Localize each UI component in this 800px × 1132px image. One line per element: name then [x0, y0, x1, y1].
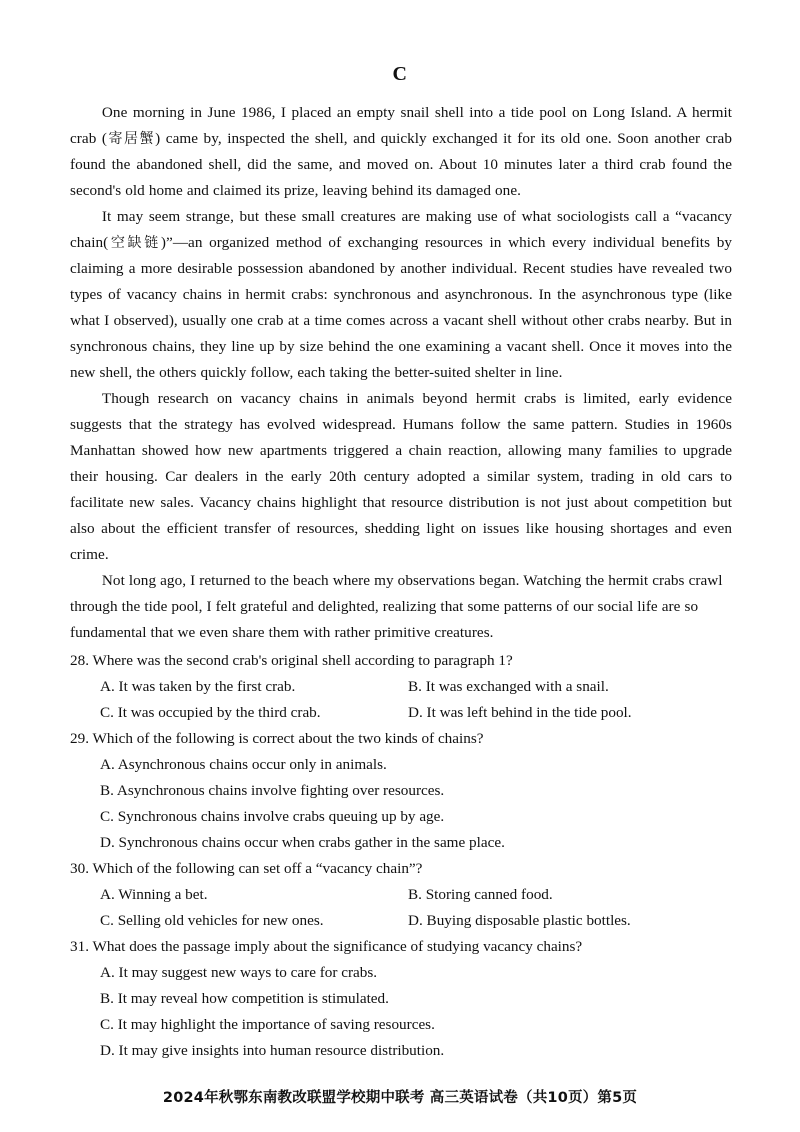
page-title: C: [392, 63, 408, 85]
option-row: [70, 674, 732, 700]
option-list: [70, 960, 732, 1064]
answer-option[interactable]: B. It was exchanged with a snail.: [408, 678, 609, 695]
answer-option[interactable]: D. It was left behind in the tide pool.: [408, 704, 632, 721]
answer-option[interactable]: D. It may give insights into human resource distribution.: [100, 1042, 445, 1059]
question-block: [70, 856, 732, 934]
answer-option[interactable]: D. Synchronous chains occur when crabs gather in the same place.: [100, 834, 505, 851]
option-list: [70, 752, 732, 856]
page-footer: 2024年秋鄂东南教改联盟学校期中联考 高三英语试卷（共10页）第5页: [162, 1090, 638, 1106]
answer-option[interactable]: A. Asynchronous chains occur only in animals.: [100, 756, 387, 773]
question-stem: 31. What does the passage imply about the significance of studying vacancy chains?: [70, 938, 583, 955]
option-grid: [70, 674, 732, 726]
passage-and-questions: [70, 100, 732, 1064]
answer-option[interactable]: A. Winning a bet.: [100, 886, 208, 903]
question-stem: 30. Which of the following can set off a “vacancy chain”?: [70, 860, 423, 877]
option-row: [70, 908, 732, 934]
passage-paragraph: [70, 568, 732, 646]
passage-text: ) came by, inspected the shell, and quickly exchanged it for its old one. Soon another crab found the abandoned shell, did the same, and moved on. About 10 minutes later a third crab found the second's old home and claimed its prize, leaving behind its damaged one.: [70, 130, 732, 199]
answer-option[interactable]: A. It was taken by the first crab.: [100, 678, 296, 695]
answer-option[interactable]: B. Asynchronous chains involve fighting over resources.: [100, 782, 445, 799]
question-stem: 28. Where was the second crab's original shell according to paragraph 1?: [70, 652, 513, 669]
passage-text: )”—an organized method of exchanging resources in which every individual benefits by claiming a more desirable possession abandoned by another individual. Recent studies have revealed two types of vacancy chains in hermit crabs: synchronous and asynchronous. In the asynchronous type (like what I observed), usually one crab at a time comes across a vacant shell without other crabs nearby. But in synchronous chains, they line up by size behind the one examining a vacant shell. Once it moves into the new shell, the others quickly follow, each taking the better-suited shelter in line.: [70, 234, 732, 381]
answer-option[interactable]: B. It may reveal how competition is stimulated.: [100, 990, 389, 1007]
option-grid: [70, 882, 732, 934]
option-row: [70, 700, 732, 726]
answer-option[interactable]: C. Synchronous chains involve crabs queuing up by age.: [100, 808, 445, 825]
chinese-gloss: 寄居蟹: [106, 131, 156, 147]
passage-paragraph: [70, 386, 732, 568]
chinese-gloss: 空缺链: [108, 235, 161, 251]
answer-option[interactable]: B. Storing canned food.: [408, 886, 553, 903]
passage-text: It may seem strange, but these small creatures are making use of what sociologists call a “vacancy chain(: [70, 208, 732, 251]
passage-text: One morning in June 1986, I placed an empty snail shell into a tide pool on Long Island. A hermit crab (: [70, 104, 732, 147]
answer-option[interactable]: C. It was occupied by the third crab.: [100, 704, 321, 721]
question-block: [70, 648, 732, 726]
question-block: [70, 934, 732, 1064]
passage-paragraph: [70, 100, 732, 204]
passage-text: Though research on vacancy chains in animals beyond hermit crabs is limited, early evidence suggests that the strategy has evolved widespread. Humans follow the same pattern. Studies in 1960s Manhattan showed how new apartments triggered a chain reaction, allowing many families to upgrade their housing. Car dealers in the early 20th century adopted a similar system, trading in old cars to facilitate new sales. Vacancy chains highlight that resource distribution is not just about competition but also about the efficient transfer of resources, shedding light on issues like housing shortages and even crime.: [70, 390, 732, 563]
reading-passage: [70, 100, 732, 646]
option-row: [70, 882, 732, 908]
answer-option[interactable]: C. It may highlight the importance of saving resources.: [100, 1016, 435, 1033]
answer-option[interactable]: D. Buying disposable plastic bottles.: [408, 912, 631, 929]
question-list: [70, 648, 732, 1064]
question-block: [70, 726, 732, 856]
question-stem: 29. Which of the following is correct about the two kinds of chains?: [70, 730, 484, 747]
answer-option[interactable]: A. It may suggest new ways to care for crabs.: [100, 964, 378, 981]
passage-paragraph: [70, 204, 732, 386]
passage-text: Not long ago, I returned to the beach where my observations began. Watching the hermit crabs crawl through the tide pool, I felt grateful and delighted, realizing that some patterns of our social life are so fundamental that we even share them with rather primitive creatures.: [70, 572, 723, 641]
answer-option[interactable]: C. Selling old vehicles for new ones.: [100, 912, 324, 929]
